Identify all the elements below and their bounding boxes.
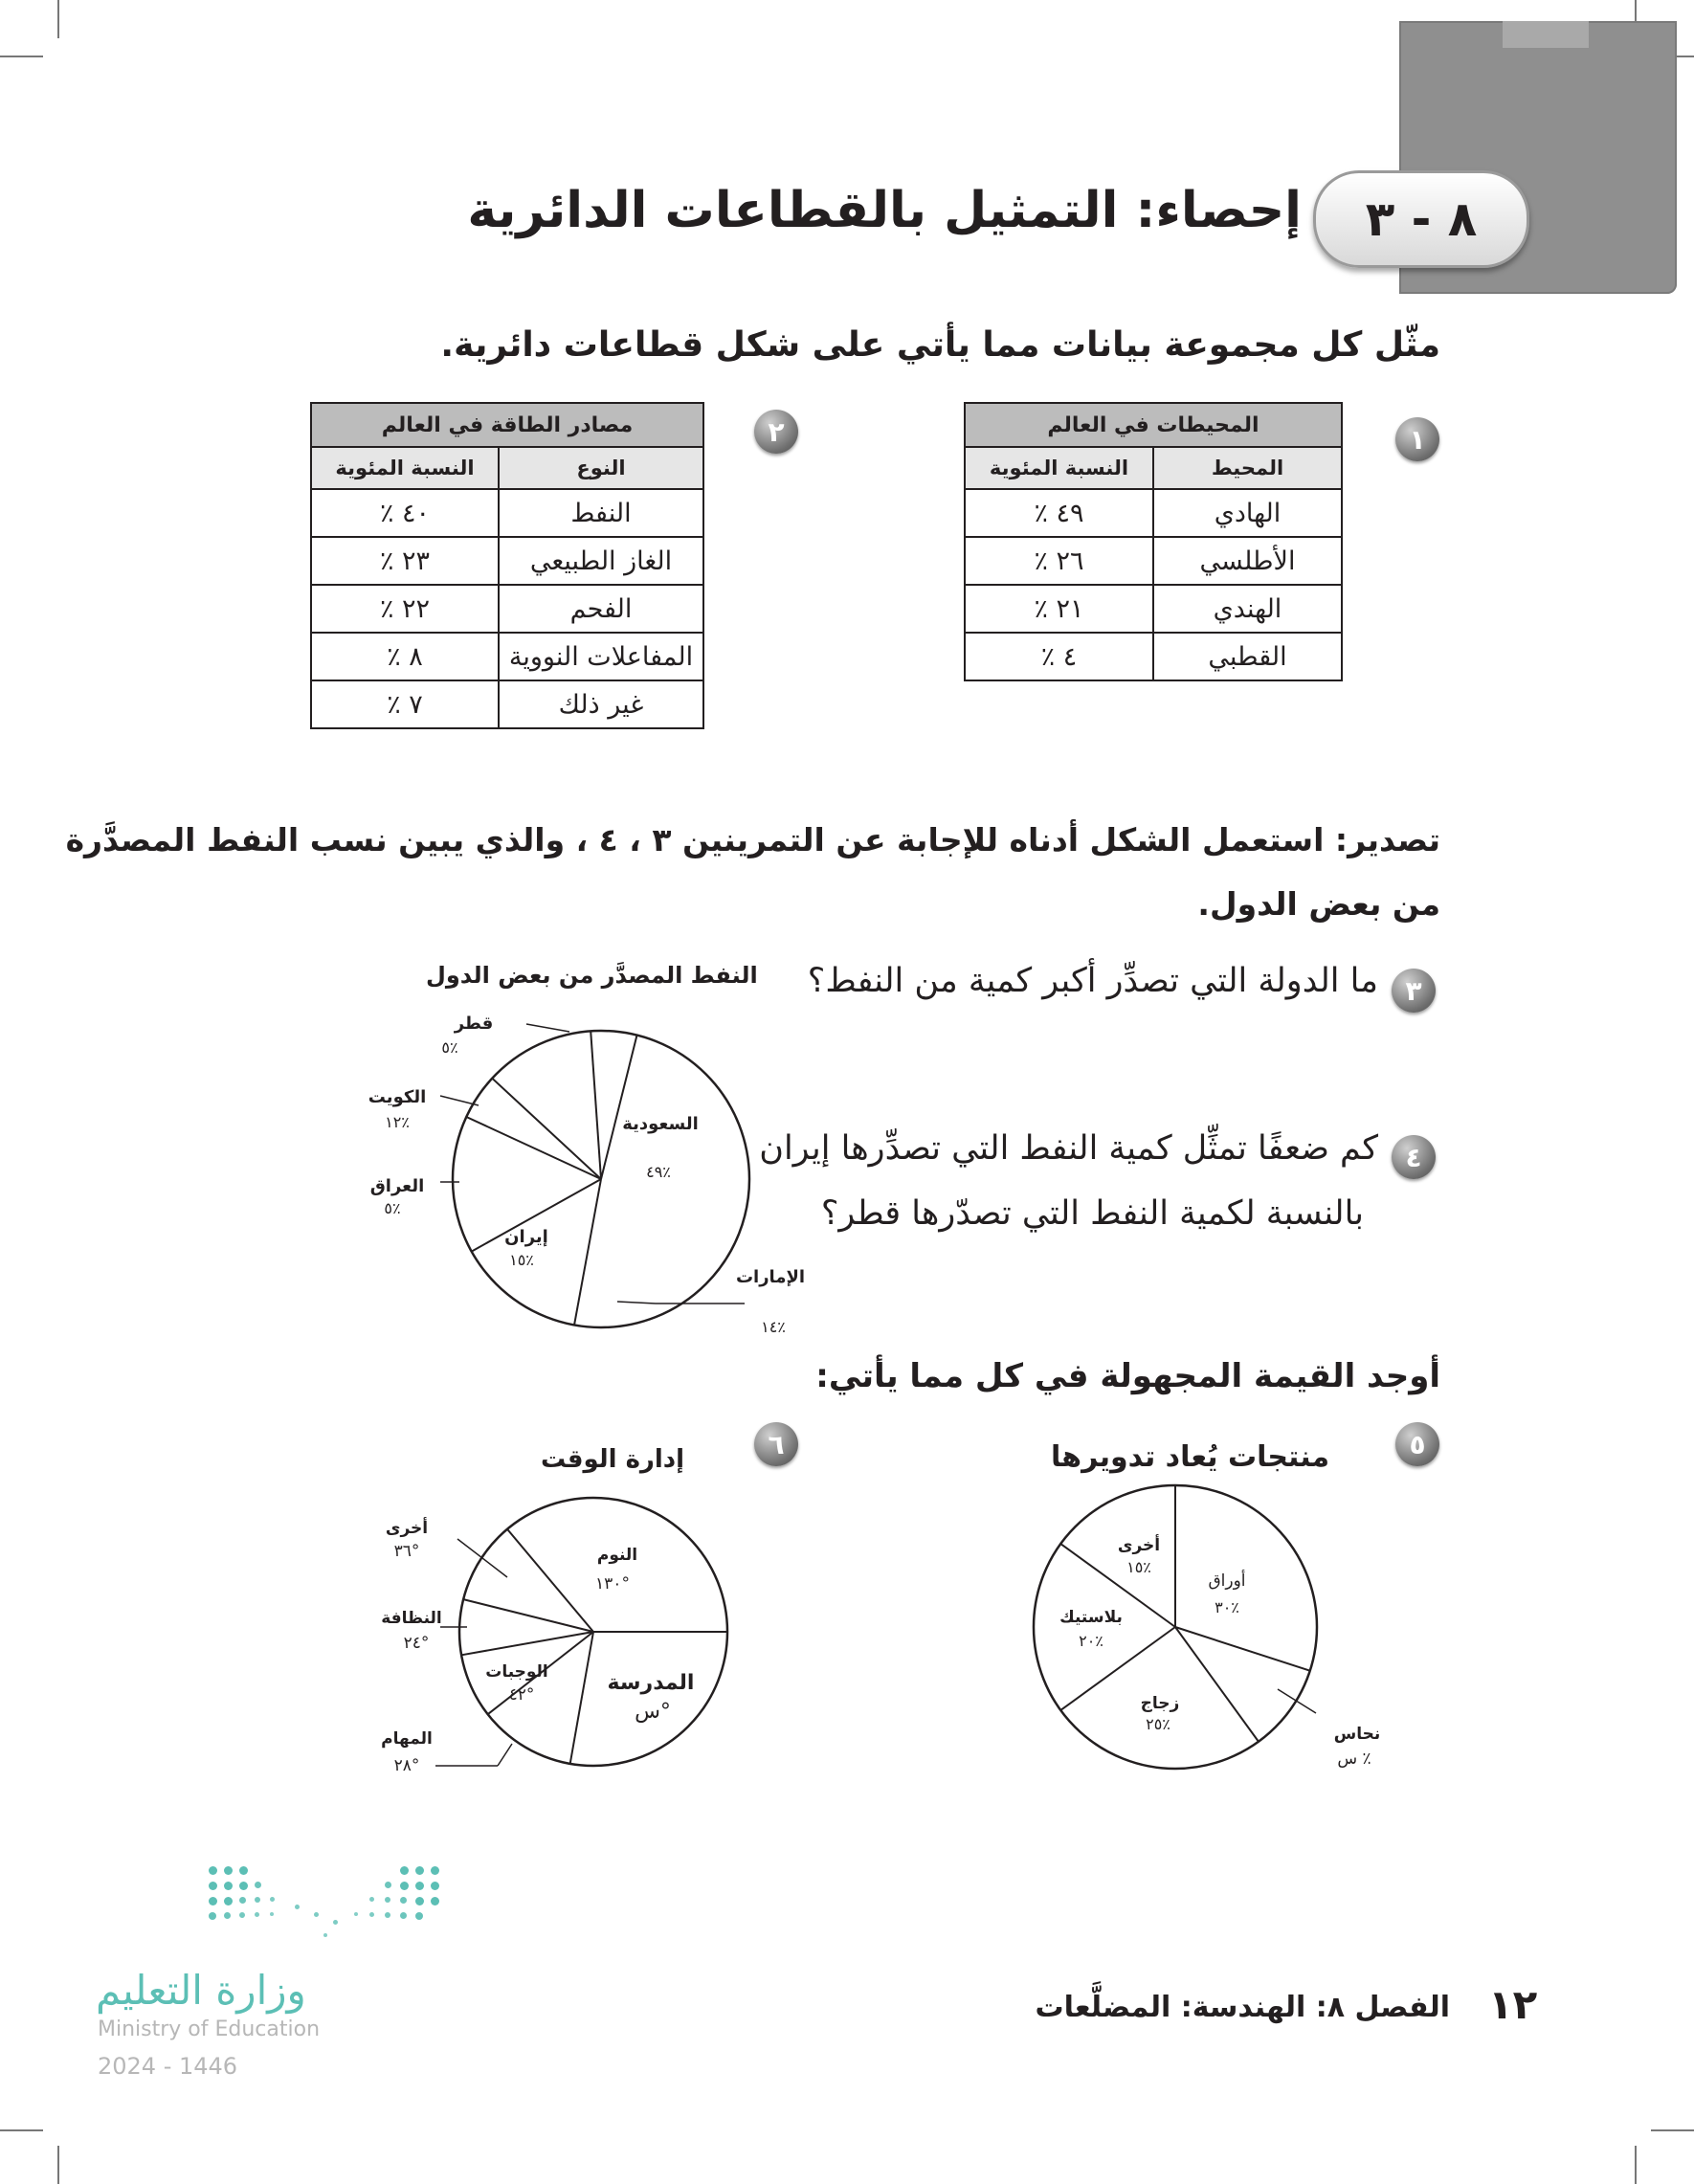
ocean-percent: ٢٦ ٪: [965, 537, 1153, 585]
label-plastic: بلاستيك: [1059, 1608, 1123, 1627]
ocean-name: الهادي: [1153, 489, 1342, 537]
logo-dot: [385, 1912, 390, 1918]
logo-dot: [431, 1882, 439, 1890]
logo-dot: [431, 1866, 439, 1875]
label-kuwait: الكويت: [368, 1087, 427, 1107]
label-copper: نحاس: [1333, 1725, 1381, 1744]
label-iran: إيران: [504, 1227, 548, 1247]
oil-chart-title: النفط المصدَّر من بعض الدول: [426, 962, 758, 989]
table-row: [965, 633, 1342, 680]
table-row: [311, 680, 703, 728]
logo-dot: [209, 1912, 216, 1920]
label-school: المدرسة: [607, 1671, 695, 1695]
oceans-col-name: المحيط: [1153, 447, 1342, 489]
logo-dot: [224, 1882, 233, 1890]
logo-dot: [295, 1905, 300, 1909]
table-row: [311, 489, 703, 537]
value-kuwait: ١٢٪: [385, 1113, 410, 1131]
logo-dot: [255, 1882, 261, 1888]
exercise-3-text: ما الدولة التي تصدِّر أكبر كمية من النفط؟: [807, 962, 1378, 1000]
value-iraq: ٥٪: [384, 1199, 401, 1217]
ocean-name: الأطلسي: [1153, 537, 1342, 585]
ministry-logo-year: 2024 - 1446: [98, 2053, 238, 2080]
logo-dot: [385, 1882, 391, 1888]
label-saudi: السعودية: [622, 1114, 699, 1134]
logo-dot: [415, 1912, 423, 1920]
lesson-number-badge: [1313, 170, 1529, 268]
logo-dot: [209, 1866, 217, 1875]
table-row: [311, 585, 703, 633]
instruction-export-line2: من بعض الدول.: [1197, 885, 1440, 923]
energy-type: النفط: [499, 489, 703, 537]
slice-boundary-2: [1175, 1627, 1259, 1742]
label-glass: زجاج: [1140, 1694, 1180, 1713]
instruction-represent: مثّل كل مجموعة بيانات مما يأتي على شكل قطاعات دائرية.: [440, 325, 1440, 365]
instruction-find-unknown: أوجد القيمة المجهولة في كل مما يأتي:: [815, 1357, 1440, 1395]
logo-dot: [400, 1897, 407, 1904]
recycle-pie-chart: [1005, 1479, 1407, 1794]
footer-chapter: الفصل ٨: الهندسة: المضلَّعات: [1035, 1991, 1450, 2024]
logo-dot: [239, 1912, 245, 1918]
logo-dot: [209, 1897, 217, 1905]
energy-percent: ٢٢ ٪: [311, 585, 499, 633]
logo-dot: [224, 1912, 231, 1919]
energy-col-type: النوع: [499, 447, 703, 489]
logo-dot: [369, 1912, 374, 1917]
crop-mark: [57, 2146, 59, 2184]
value-copper: س ٪: [1337, 1749, 1371, 1769]
table-row: [311, 537, 703, 585]
energy-col-percent: النسبة المئوية: [311, 447, 499, 489]
label-other: أخرى: [1117, 1536, 1161, 1555]
leader-line: [1278, 1689, 1316, 1713]
recycle-chart-title: منتجات يُعاد تدويرها: [1051, 1440, 1330, 1474]
leader-line: [440, 1096, 479, 1105]
energy-table: [310, 402, 704, 729]
logo-dot: [270, 1912, 274, 1916]
logo-dot: [239, 1866, 248, 1875]
instruction-export-line1: تصدير: استعمل الشكل أدناه للإجابة عن التمرينين ٣ ، ٤ ، والذي يبين نسب النفط المصدَّرة: [65, 821, 1440, 858]
label-meals: الوجبات: [485, 1662, 548, 1682]
logo-dot: [255, 1897, 260, 1903]
exercise-badge-2: ٢: [754, 410, 798, 454]
slice-boundary-0: [601, 1036, 636, 1179]
logo-dot: [224, 1866, 233, 1875]
slice-boundary-4: [461, 1632, 593, 1655]
value-uae: ١٤٪: [761, 1318, 786, 1336]
logo-dot: [385, 1897, 390, 1903]
time-chart-title: إدارة الوقت: [541, 1445, 685, 1474]
table-row: [965, 489, 1342, 537]
value-plastic: ٢٠٪: [1079, 1632, 1103, 1650]
ocean-percent: ٤٩ ٪: [965, 489, 1153, 537]
leader-line: [617, 1302, 656, 1304]
slice-boundary-5: [591, 1031, 601, 1179]
ministry-logo-mark: [209, 1866, 448, 1943]
logo-dot: [255, 1912, 259, 1917]
energy-table-title: مصادر الطاقة في العالم: [311, 403, 703, 447]
table-row: [965, 537, 1342, 585]
logo-dot: [415, 1866, 424, 1875]
logo-dot: [354, 1912, 358, 1916]
exercise-badge-6: ٦: [754, 1422, 798, 1466]
leader-line: [457, 1539, 507, 1577]
value-sleep: ١٣٠°: [595, 1574, 630, 1593]
slice-boundary-3: [466, 1117, 601, 1179]
ministry-logo-arabic: وزارة التعليم: [96, 1967, 306, 2014]
oceans-table-title: المحيطات في العالم: [965, 403, 1342, 447]
label-qatar: قطر: [454, 1014, 494, 1034]
energy-type: الفحم: [499, 585, 703, 633]
ocean-percent: ٤ ٪: [965, 633, 1153, 680]
crop-mark: [0, 2129, 43, 2131]
energy-percent: ٢٣ ٪: [311, 537, 499, 585]
energy-type: المفاعلات النووية: [499, 633, 703, 680]
label-iraq: العراق: [369, 1176, 425, 1196]
value-qatar: ٥٪: [441, 1038, 458, 1057]
slice-boundary-2: [570, 1632, 593, 1764]
crop-mark: [0, 56, 43, 57]
slice-boundary-4: [492, 1079, 601, 1179]
logo-dot: [333, 1920, 338, 1925]
logo-dot: [323, 1933, 327, 1937]
energy-percent: ٧ ٪: [311, 680, 499, 728]
label-cleaning: النظافة: [381, 1609, 442, 1628]
value-school: س°: [635, 1700, 671, 1724]
oceans-table: [964, 402, 1343, 681]
value-tasks: ٢٨°: [393, 1756, 420, 1775]
exercise-4-line1: كم ضعفًا تمثِّل كمية النفط التي تصدِّرها إيران: [759, 1129, 1378, 1168]
logo-dot: [239, 1882, 248, 1890]
oil-pie-chart: [335, 995, 833, 1349]
exercise-4-line2: بالنسبة لكمية النفط التي تصدّرها قطر؟: [820, 1194, 1364, 1233]
ocean-name: القطبي: [1153, 633, 1342, 680]
logo-dot: [209, 1882, 217, 1890]
leader-line: [498, 1744, 512, 1766]
time-pie-chart: [364, 1493, 785, 1799]
crop-mark: [1651, 2129, 1694, 2131]
leader-line: [526, 1024, 569, 1032]
slice-boundary-1: [574, 1179, 601, 1325]
exercise-badge-5: ٥: [1395, 1422, 1439, 1466]
value-other: ١٥٪: [1126, 1558, 1151, 1576]
label-other: أخرى: [385, 1519, 429, 1538]
crop-mark: [1635, 2146, 1637, 2184]
energy-type: الغاز الطبيعي: [499, 537, 703, 585]
label-sleep: النوم: [596, 1546, 638, 1565]
table-row: [965, 585, 1342, 633]
table-row: [311, 633, 703, 680]
slice-boundary-1: [1175, 1627, 1310, 1671]
value-iran: ١٥٪: [509, 1251, 534, 1269]
energy-percent: ٨ ٪: [311, 633, 499, 680]
logo-dot: [400, 1912, 407, 1919]
oceans-col-percent: النسبة المئوية: [965, 447, 1153, 489]
logo-dot: [400, 1882, 409, 1890]
logo-dot: [431, 1897, 439, 1905]
value-cleaning: ٢٤°: [403, 1634, 430, 1653]
value-saudi: ٤٩٪: [646, 1163, 671, 1181]
lesson-title: إحصاء: التمثيل بالقطاعات الدائرية: [467, 182, 1302, 239]
chapter-tab-highlight: [1503, 21, 1589, 48]
exercise-badge-1: ١: [1395, 417, 1439, 461]
slice-boundary-5: [463, 1599, 593, 1632]
value-glass: ٢٥٪: [1146, 1715, 1170, 1733]
slice-boundary-0: [507, 1529, 593, 1632]
label-paper: أوراق: [1208, 1571, 1246, 1591]
logo-dot: [369, 1897, 374, 1902]
logo-dot: [415, 1897, 424, 1905]
label-tasks: المهام: [381, 1729, 433, 1749]
energy-percent: ٤٠ ٪: [311, 489, 499, 537]
lesson-number: ٨ - ٣: [1365, 191, 1478, 247]
logo-dot: [239, 1897, 246, 1904]
logo-dot: [224, 1897, 233, 1905]
exercise-badge-3: ٣: [1392, 969, 1436, 1013]
logo-dot: [400, 1866, 409, 1875]
logo-dot: [314, 1912, 319, 1917]
ocean-percent: ٢١ ٪: [965, 585, 1153, 633]
page-number: ١٢: [1488, 1981, 1538, 2028]
label-uae: الإمارات: [735, 1267, 806, 1287]
ministry-logo-english: Ministry of Education: [98, 2017, 321, 2041]
exercise-badge-4: ٤: [1392, 1135, 1436, 1179]
ocean-name: الهندي: [1153, 585, 1342, 633]
value-meals: ٤٢°: [508, 1685, 535, 1705]
logo-dot: [270, 1897, 275, 1902]
value-other: ٣٦°: [393, 1542, 420, 1561]
energy-type: غير ذلك: [499, 680, 703, 728]
crop-mark: [57, 0, 59, 38]
logo-dot: [415, 1882, 424, 1890]
value-paper: ٣٠٪: [1215, 1598, 1239, 1616]
